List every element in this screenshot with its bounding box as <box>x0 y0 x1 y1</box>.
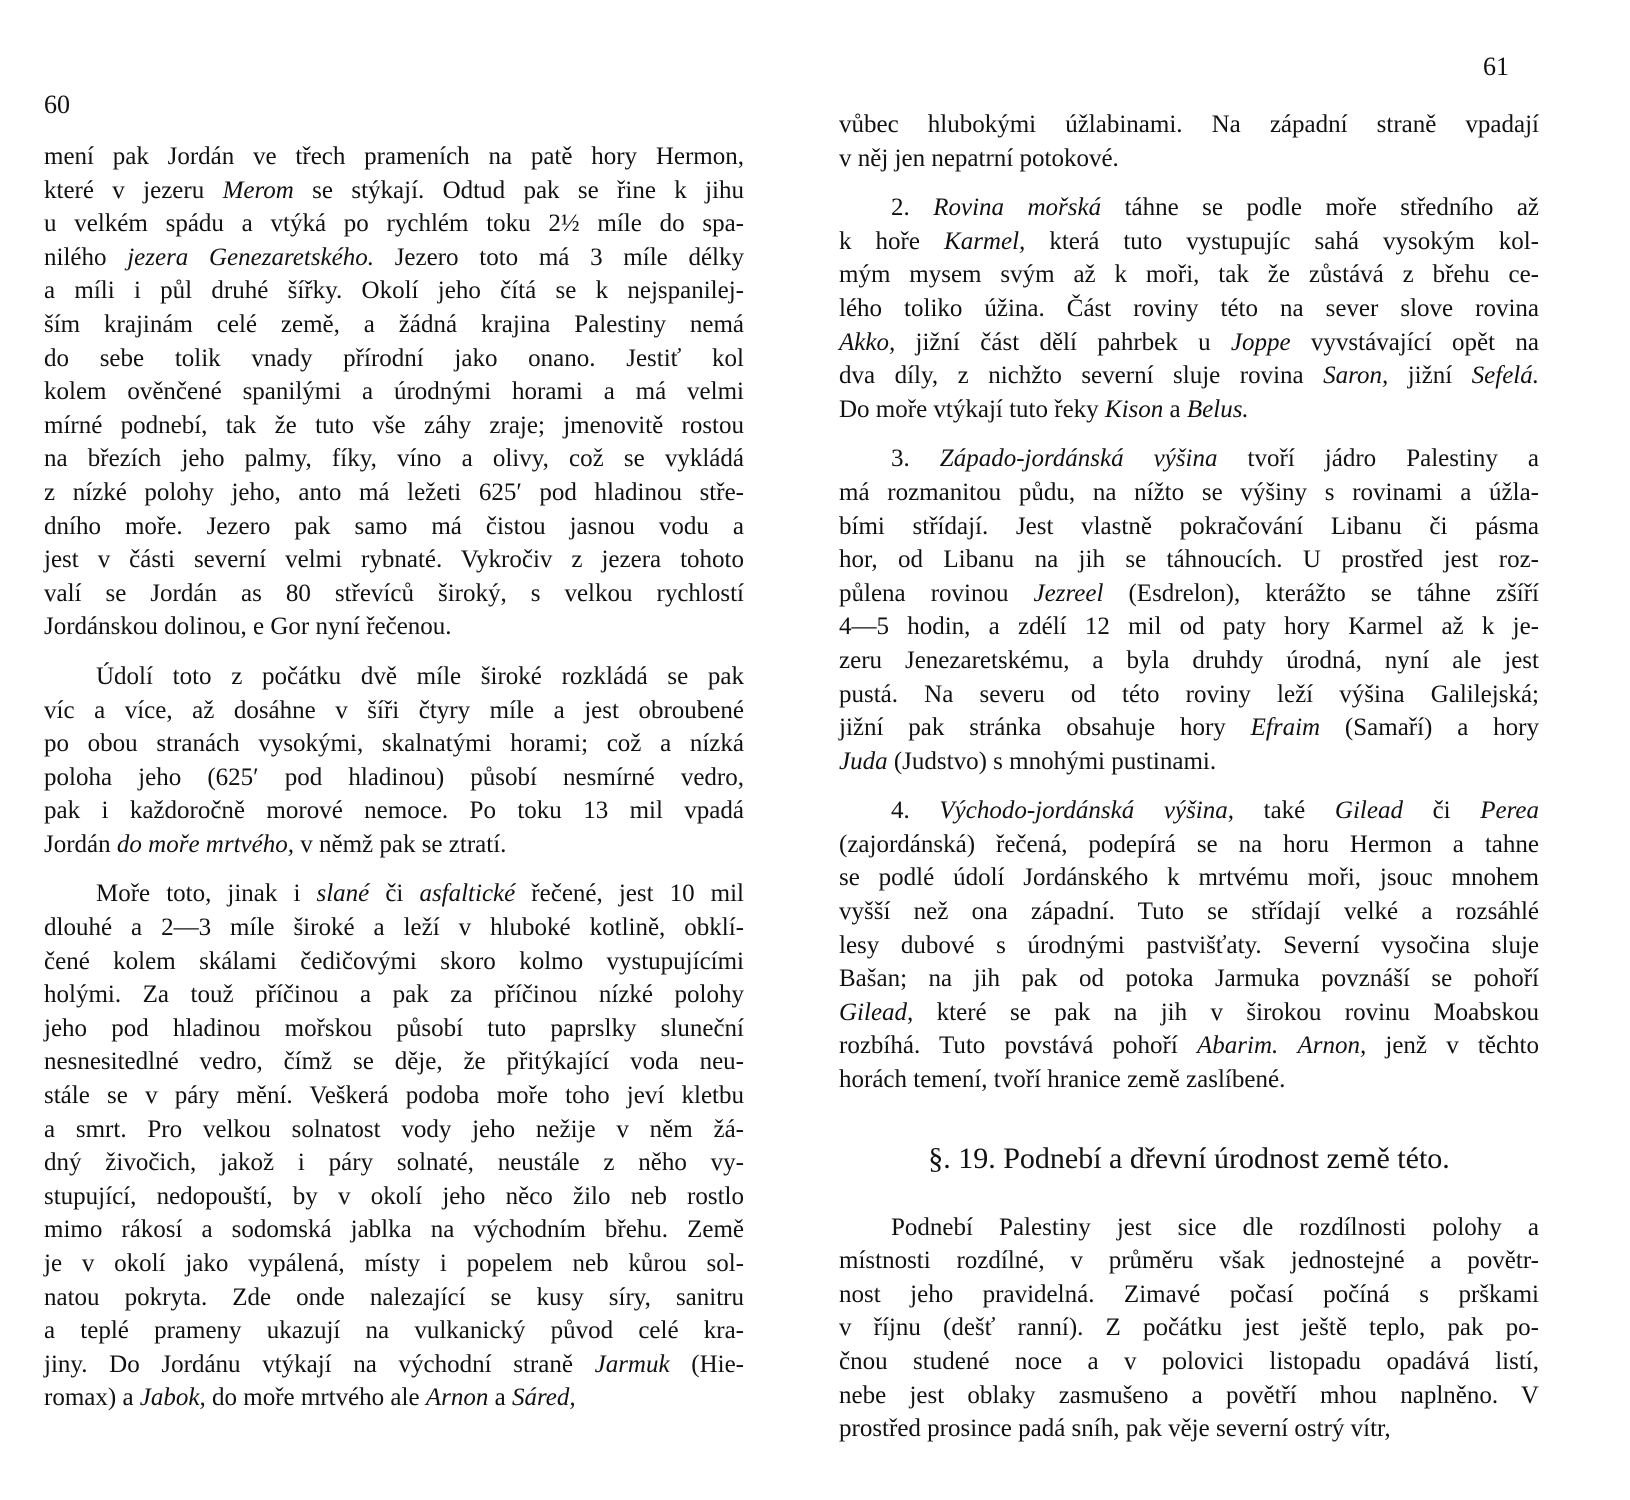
text-run: kolem ověnčené spanilými a úrodnými horami a má velmi <box>44 378 744 406</box>
text-line <box>44 543 744 577</box>
text-line <box>839 258 1539 292</box>
text-run: a smrt. Pro velkou solnatost vody jeho nežije v něm žá- <box>44 1115 744 1143</box>
paragraph <box>839 794 1539 1096</box>
text-run: holými. Za touž příčinou a pak za příčinou nízké polohy <box>44 981 744 1009</box>
text-run: nilého <box>44 243 128 271</box>
text-line <box>44 610 744 644</box>
text-run: 3. <box>891 445 940 473</box>
text-line <box>839 225 1539 259</box>
text-line <box>44 174 744 208</box>
text-line <box>44 308 744 342</box>
text-run: nost jeho pravidelná. Zimavé počasí počíná s prškami <box>839 1280 1539 1308</box>
text-run: mimo rákosí a sodomská jablka na východním břehu. Země <box>44 1216 744 1244</box>
italic-text: slané <box>316 880 370 908</box>
italic-text: Gilead <box>1334 797 1403 825</box>
text-run: a míli i půl druhé šířky. Okolí jeho čítá se k nejspanilej- <box>44 277 744 305</box>
text-run: z nízké polohy jeho, anto má ležeti 625′ pod hladinou stře- <box>44 478 744 506</box>
paragraph <box>839 108 1539 175</box>
italic-text: Akko, <box>839 328 896 356</box>
text-line <box>44 945 744 979</box>
text-run: které v jezeru <box>44 176 223 204</box>
text-line <box>44 1079 744 1113</box>
text-run: řečené, jest 10 mil <box>515 880 745 908</box>
text-run: je v okolí jako vypálená, místy i popelem neb kůrou sol- <box>44 1250 744 1277</box>
text-run: lesy dubové s úrodnými pastvišťaty. Severní vysočina sluje <box>839 931 1539 959</box>
text-line <box>44 660 744 694</box>
text-line <box>839 359 1539 393</box>
text-line <box>44 1247 744 1281</box>
section-paragraphs <box>839 1211 1539 1446</box>
text-run: Jezero toto má 3 míle délky <box>374 243 744 271</box>
text-run: dlouhé a 2—3 míle široké a leží v hluboké kotlině, obklí- <box>44 914 744 942</box>
text-line <box>839 962 1539 996</box>
text-line <box>839 543 1539 577</box>
text-line <box>44 1012 744 1046</box>
text-run: a <box>1163 395 1187 423</box>
text-run: zeru Jenezaretskému, a byla druhdy úrodná, nyní ale jest <box>839 646 1539 674</box>
text-line <box>44 1281 744 1315</box>
text-run: stupující, nedopouští, by v okolí jeho něco žilo neb rostlo <box>44 1182 744 1210</box>
text-run: Údolí toto z počátku dvě míle široké rozkládá se pak <box>96 662 744 690</box>
text-run: vůbec hlubokými úžlabinami. Na západní straně vpadají <box>839 111 1539 138</box>
text-line <box>44 1146 744 1180</box>
text-run: či <box>1402 797 1481 825</box>
italic-text: Sefelá. <box>1471 362 1539 390</box>
text-run: romax) a <box>44 1384 140 1412</box>
text-line <box>44 375 744 409</box>
text-run: Moře toto, jinak i <box>96 880 317 908</box>
text-run: 2. <box>891 194 934 222</box>
text-run: v němž pak se ztratí. <box>293 830 507 858</box>
text-line <box>839 510 1539 544</box>
paragraph <box>839 191 1539 426</box>
text-line <box>44 761 744 795</box>
section-heading: §. 19. Podnebí a dřevní úrodnost země této. <box>928 1141 1450 1175</box>
text-line <box>44 442 744 476</box>
text-run: která tuto vystupujíc sahá vysokým kol- <box>1025 227 1539 255</box>
text-line <box>839 577 1539 611</box>
text-run: tvoří jádro Palestiny a <box>1217 445 1540 473</box>
text-run: na březích jeho palmy, fíky, víno a olivy, což se vykládá <box>44 445 744 473</box>
text-line <box>44 476 744 510</box>
text-line <box>44 727 744 761</box>
text-line <box>839 326 1539 360</box>
text-run: či <box>369 880 420 908</box>
right-paragraphs <box>839 108 1539 1097</box>
text-run: u velkém spádu a vtýká po rychlém toku 2½ míle do spa- <box>44 210 744 238</box>
italic-text: Arnon <box>425 1384 489 1412</box>
text-run: (Judstvo) s mnohými pustinami. <box>887 747 1217 775</box>
text-run: Jordánskou dolinou, e Gor nyní řečenou. <box>44 613 452 641</box>
italic-text: Jezreel <box>1033 579 1104 607</box>
text-line <box>44 409 744 443</box>
text-run: (zajordánská) řečená, podepírá se na horu Hermon a tahne <box>839 830 1539 858</box>
text-run: čené kolem skálami čedičovými skoro kolmo vystupujícími <box>44 947 744 975</box>
italic-text: Karmel, <box>944 227 1026 255</box>
paragraph <box>839 1211 1539 1446</box>
text-run: horách temení, tvoří hranice země zaslíbené. <box>839 1066 1286 1094</box>
text-line <box>44 207 744 241</box>
text-line <box>839 794 1539 828</box>
text-run: pak i každoročně morové nemoce. Po toku 13 mil vpadá <box>44 797 744 825</box>
text-run: po obou stranách vysokými, skalnatými horami; což a nízká <box>44 730 744 758</box>
text-run: do moře mrtvého ale <box>205 1384 426 1412</box>
text-run: jižní pak stránka obsahuje hory <box>839 714 1251 742</box>
italic-text: do moře mrtvého, <box>116 830 294 858</box>
right-text-column <box>839 108 1539 1446</box>
text-run: valí se Jordán as 80 střevíců široký, s velkou rychlostí <box>44 579 744 607</box>
text-run: dný živočich, jakož i páry solnaté, neustále z něho vy- <box>44 1149 744 1177</box>
text-line <box>44 342 744 376</box>
text-run: 4. <box>891 797 940 825</box>
text-line <box>44 1314 744 1348</box>
text-line <box>839 1412 1539 1446</box>
text-run: bími střídají. Jest vlastně pokračování Libanu či pásma <box>839 512 1539 540</box>
text-run: a <box>488 1384 512 1412</box>
text-run: pustá. Na severu od této roviny leží výšina Galilejská; <box>839 680 1539 708</box>
italic-text: Východo-jordánská výšina, <box>939 797 1234 825</box>
italic-text: Rovina mořská <box>933 194 1102 222</box>
text-run: se podlé údolí Jordánského k mrtvému moři, jsouc mnohem <box>839 864 1539 892</box>
text-line <box>839 1278 1539 1312</box>
text-run: ším krajinám celé země, a žádná krajina Palestiny nemá <box>44 310 744 338</box>
text-run: čnou studené noce a v polovici listopadu opadává listí, <box>839 1348 1539 1375</box>
text-line <box>839 745 1539 779</box>
text-run <box>1278 1032 1297 1059</box>
text-line <box>44 1180 744 1214</box>
text-line <box>44 577 744 611</box>
text-run: jenž v těchto <box>1366 1032 1539 1060</box>
text-run: vyšší než ona západní. Tuto se střídají velké a rozsáhlé <box>839 898 1539 926</box>
text-line <box>839 476 1539 510</box>
text-run: natou pokryta. Zde onde nalezající se kusy síry, sanitru <box>44 1283 744 1311</box>
left-text-column <box>44 140 744 1415</box>
text-run: prostřed prosince padá sníh, pak věje severní ostrý vítr, <box>839 1415 1391 1443</box>
text-line <box>44 274 744 308</box>
text-run: místnosti rozdílné, v průměru však jednostejné a povětr- <box>839 1247 1539 1275</box>
italic-text: Belus. <box>1186 395 1249 423</box>
text-run: do sebe tolik vnady přírodní jako onano. Jestiť kol <box>44 344 744 372</box>
text-run: v říjnu (dešť ranní). Z počátku jest ještě teplo, pak po- <box>839 1314 1539 1342</box>
text-line <box>839 711 1539 745</box>
text-line <box>839 1379 1539 1413</box>
text-line <box>44 794 744 828</box>
text-run: v něj jen nepatrní potokové. <box>839 144 1119 172</box>
text-line <box>44 1045 744 1079</box>
text-line <box>44 140 744 174</box>
text-run: poloha jeho (625′ pod hladinou) působí nesmírné vedro, <box>44 763 744 791</box>
italic-text: asfaltické <box>419 880 516 908</box>
paragraph <box>44 660 744 862</box>
page-number-left: 60 <box>44 90 70 119</box>
text-line <box>44 978 744 1012</box>
text-run: hor, od Libanu na jih se táhnoucích. U prostřed jest roz- <box>839 546 1539 574</box>
text-run: rozbíhá. Tuto povstává pohoří <box>839 1032 1197 1060</box>
italic-text: jezera Genezaretského. <box>127 243 374 271</box>
text-run: nesnesitedlné vedro, čímž se děje, že přitýkající voda neu- <box>44 1048 744 1076</box>
text-line <box>839 1244 1539 1278</box>
text-line <box>839 929 1539 963</box>
text-line <box>44 911 744 945</box>
text-line <box>839 1063 1539 1097</box>
italic-text: Merom <box>222 176 294 204</box>
text-line <box>839 678 1539 712</box>
text-line <box>839 644 1539 678</box>
text-run: Do moře vtýkají tuto řeky <box>839 395 1105 423</box>
text-run: se stýkají. Odtud pak se řine k jihu <box>293 176 745 204</box>
italic-text: Sáred, <box>511 1384 576 1412</box>
text-run: dního moře. Jezero pak samo má čistou jasnou vodu a <box>44 512 744 540</box>
text-line <box>839 191 1539 225</box>
text-line <box>839 108 1539 142</box>
text-run: nebe jest oblaky zasmušeno a povětří mhou naplněno. V <box>839 1381 1539 1409</box>
italic-text: Saron, <box>1323 362 1389 390</box>
paragraph <box>44 140 744 644</box>
italic-text: Perea <box>1480 797 1540 825</box>
text-run: táhne se podle moře středního až <box>1101 194 1540 222</box>
text-run: (Samaří) a hory <box>1320 714 1539 742</box>
text-line <box>839 1345 1539 1379</box>
text-line <box>839 861 1539 895</box>
italic-text: Joppe <box>1230 328 1291 356</box>
italic-text: Západo-jordánská výšina <box>939 445 1218 473</box>
text-line <box>839 996 1539 1030</box>
text-run: a teplé prameny ukazují na vulkanický původ celé kra- <box>44 1317 744 1345</box>
text-run: jest v části severní velmi rybnaté. Vykročiv z jezera tohoto <box>44 546 744 574</box>
text-run: jiny. Do Jordánu vtýkají na východní straně <box>44 1350 595 1378</box>
text-run: dva díly, z nichžto severní sluje rovina <box>839 362 1324 390</box>
text-run: jižní <box>1388 362 1472 390</box>
text-line <box>839 442 1539 476</box>
text-run: vyvstávající opět na <box>1290 328 1539 356</box>
text-run: jižní část dělí pahrbek u <box>895 328 1231 356</box>
text-run: (Esdrelon), kterážto se táhne zšíří <box>1103 579 1539 607</box>
text-line <box>44 1113 744 1147</box>
text-line <box>44 241 744 275</box>
text-line <box>839 292 1539 326</box>
text-line <box>839 828 1539 862</box>
text-run: mení pak Jordán ve třech prameních na patě hory Hermon, <box>44 143 744 170</box>
text-line <box>839 1211 1539 1245</box>
text-run: má rozmanitou půdu, na nížto se výšiny s rovinami a úžla- <box>839 478 1539 506</box>
text-run: jeho pod hladinou mořskou působí tuto paprslky sluneční <box>44 1014 744 1042</box>
text-run: víc a více, až dosáhne v šíři čtyry míle a jest obroubené <box>44 696 744 724</box>
text-run: (Hie- <box>669 1350 744 1378</box>
text-line <box>44 510 744 544</box>
text-line <box>44 1348 744 1382</box>
text-line <box>44 828 744 862</box>
text-line <box>839 1311 1539 1345</box>
page-number-right: 61 <box>1483 52 1509 81</box>
italic-text: Arnon, <box>1297 1032 1367 1060</box>
text-line <box>839 1029 1539 1063</box>
text-run: mírné podnebí, tak že tuto vše záhy zraje; jmenovitě rostou <box>44 411 744 439</box>
text-run: stále se v páry mění. Veškerá podoba moře toho jeví kletbu <box>44 1082 744 1110</box>
text-run: půlena rovinou <box>839 579 1034 607</box>
text-line <box>839 610 1539 644</box>
italic-text: Jabok, <box>139 1384 206 1412</box>
italic-text: Abarim. <box>1197 1032 1279 1060</box>
text-run: také <box>1234 797 1335 825</box>
italic-text: Gilead, <box>839 998 914 1026</box>
text-run: lého toliko úžina. Část roviny této na sever slove rovina <box>839 294 1539 322</box>
text-run: Jordán <box>44 830 117 858</box>
text-line <box>839 142 1539 176</box>
italic-text: Juda <box>839 747 888 775</box>
text-run: které se pak na jih v širokou rovinu Moabskou <box>913 998 1539 1026</box>
italic-text: Efraim <box>1250 714 1321 742</box>
text-line <box>44 694 744 728</box>
right-page <box>815 0 1630 1500</box>
text-line <box>44 1213 744 1247</box>
text-run: k hoře <box>839 227 945 255</box>
text-line <box>44 877 744 911</box>
paragraph <box>839 442 1539 778</box>
text-run: mým mysem svým až k moři, tak že zůstává z břehu ce- <box>839 261 1539 289</box>
text-run: 4—5 hodin, a zdélí 12 mil od paty hory Karmel až k je- <box>839 613 1539 641</box>
text-run: Bašan; na jih pak od potoka Jarmuka povznáší se pohoří <box>839 965 1539 993</box>
text-run: Podnebí Palestiny jest sice dle rozdílnosti polohy a <box>891 1213 1539 1241</box>
italic-text: Kison <box>1104 395 1164 423</box>
text-line <box>44 1381 744 1415</box>
text-line <box>839 895 1539 929</box>
paragraph <box>44 877 744 1415</box>
italic-text: Jarmuk <box>594 1350 670 1378</box>
text-line <box>839 393 1539 427</box>
